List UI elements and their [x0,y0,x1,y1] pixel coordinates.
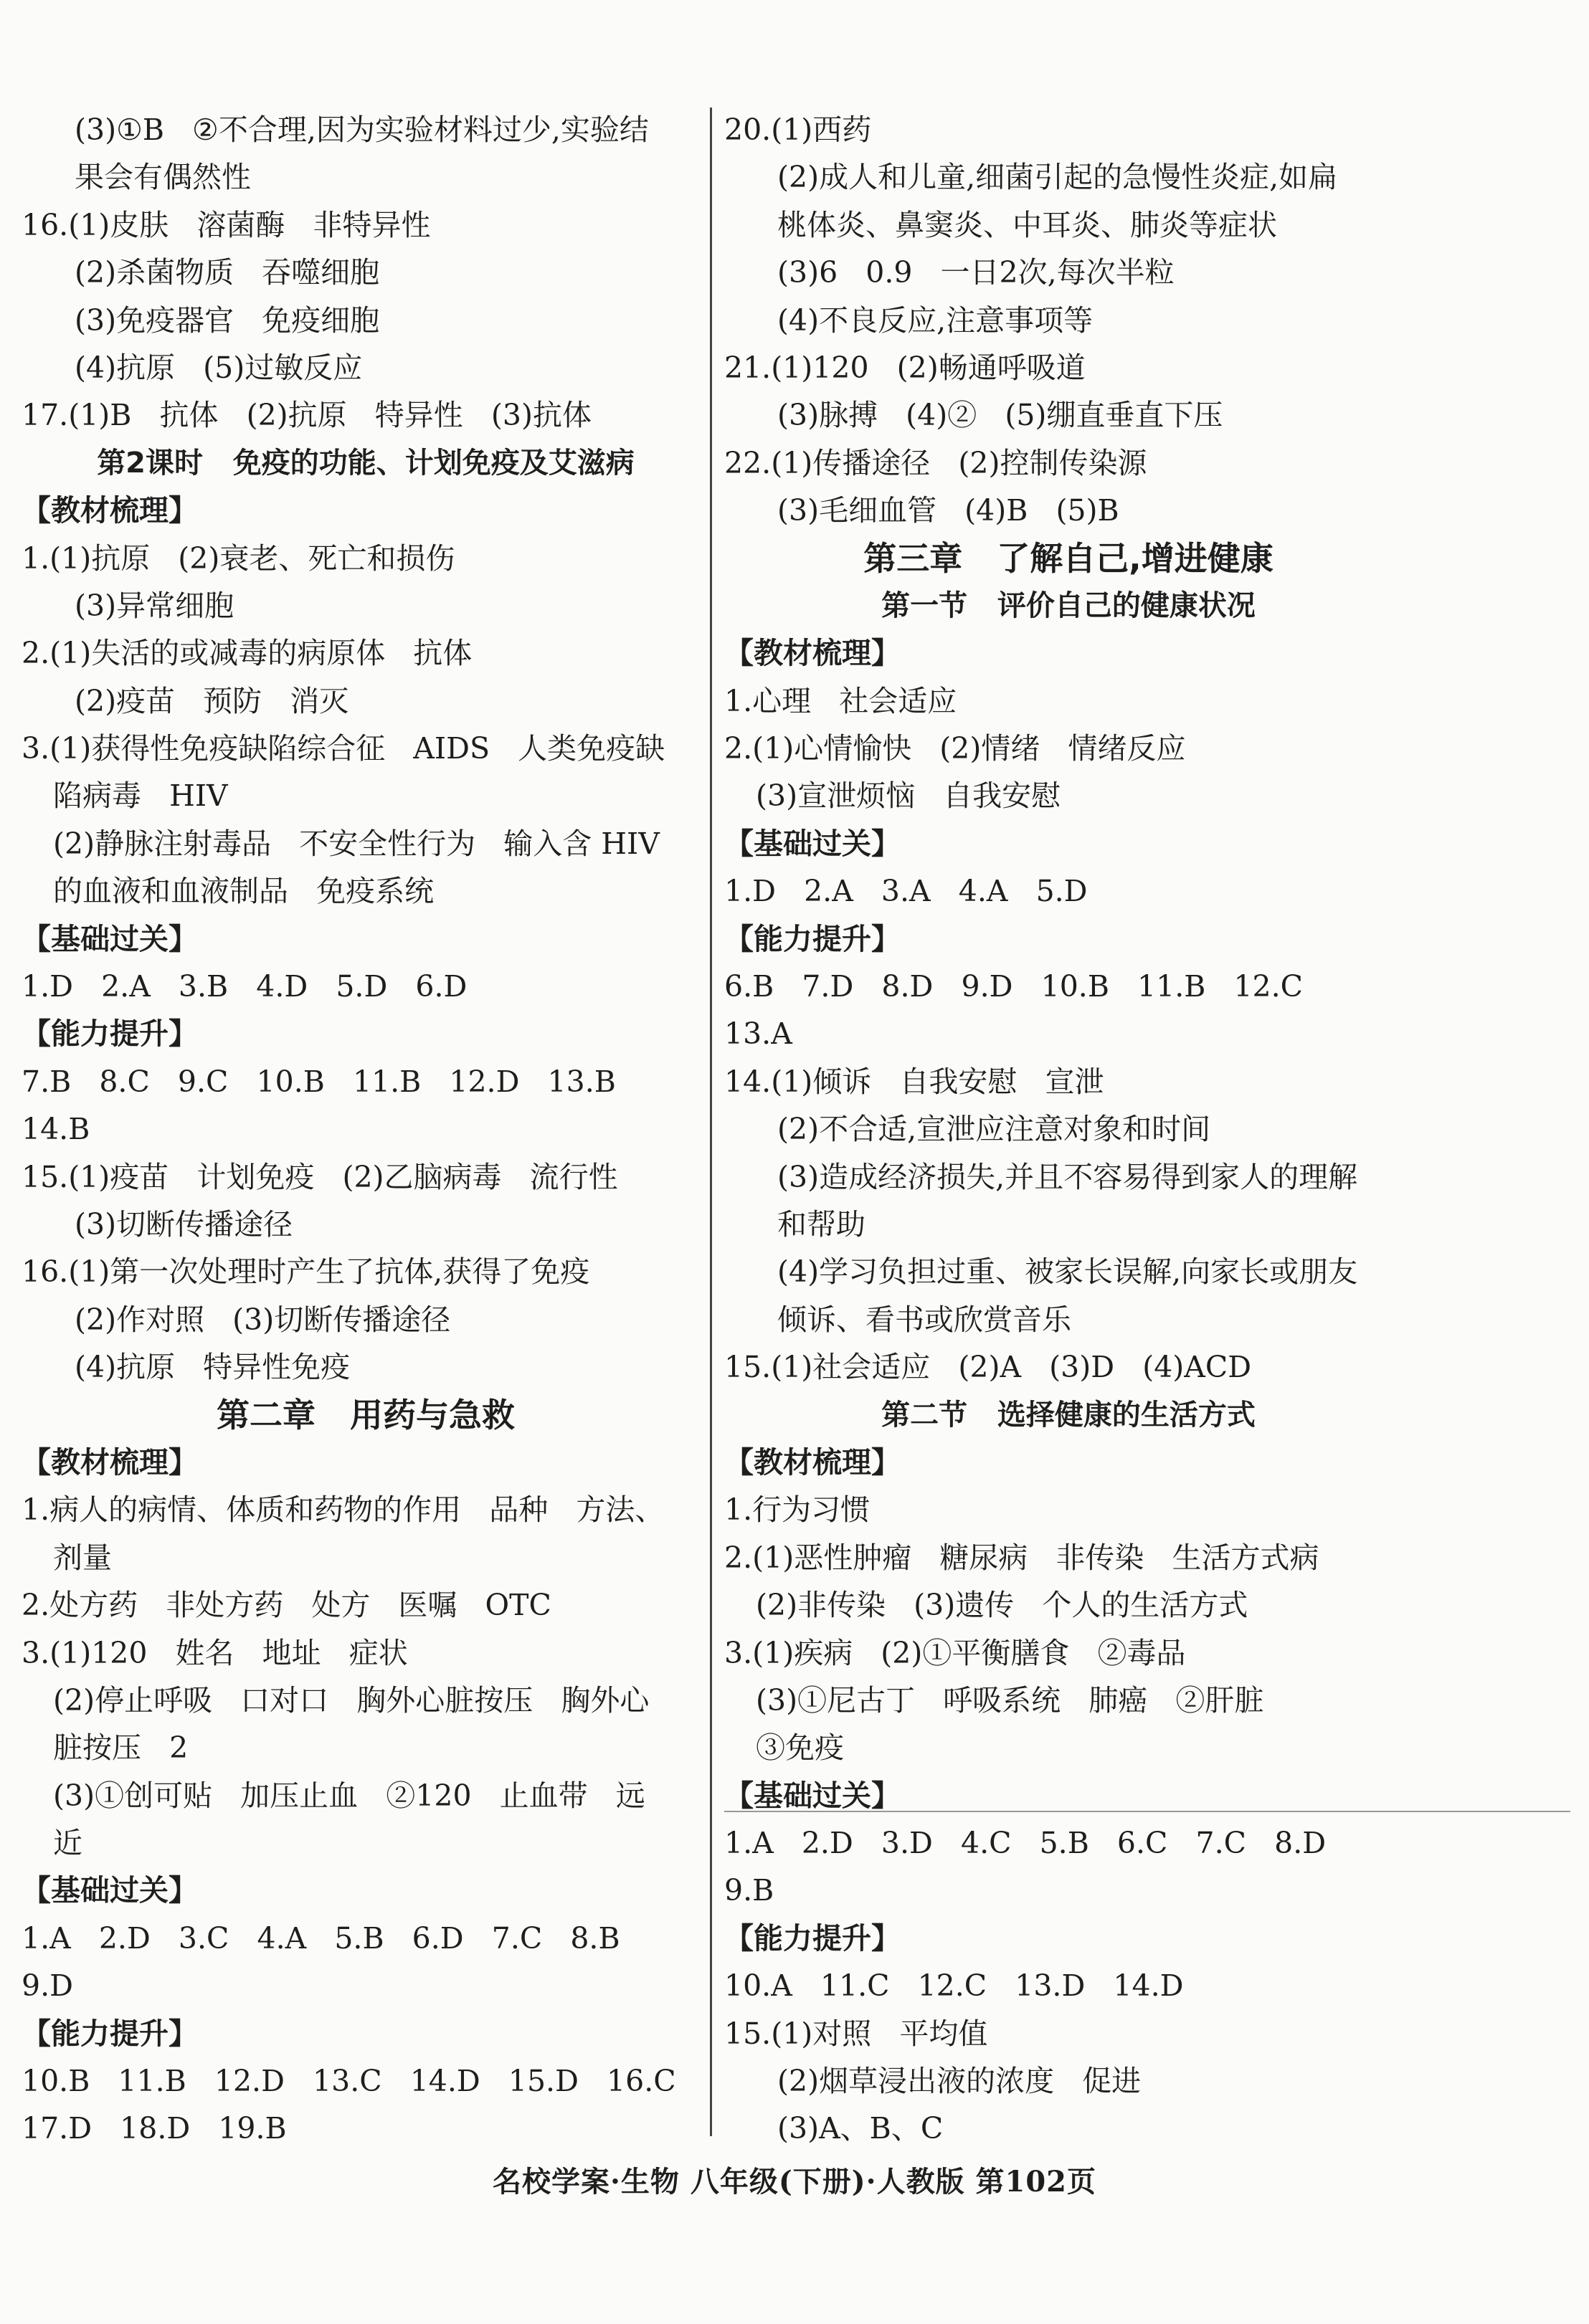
answer-line: 的血液和血液制品 免疫系统 [53,874,435,909]
answer-line: 14.B [22,1112,90,1147]
answer-line: (4)抗原 (5)过敏反应 [75,350,363,385]
answer-line: 和帮助 [777,1206,865,1242]
answer-line: (3)6 0.9 一日2次,每次半粒 [777,255,1175,290]
answer-line: (3)切断传播途径 [75,1206,293,1242]
section-label: 【教材梳理】 [22,1444,198,1480]
page-footer: 名校学案·生物 八年级(下册)·人教版 第102页 [492,2165,1097,2199]
answer-line: 1.D 2.A 3.B 4.D 5.D 6.D [22,969,468,1004]
answer-line: 16.(1)皮肤 溶菌酶 非特异性 [22,207,431,242]
answer-line: 16.(1)第一次处理时产生了抗体,获得了免疫 [22,1254,590,1290]
section-label: 【能力提升】 [22,1016,198,1052]
answer-line: (3)脉搏 (4)② (5)绷直垂直下压 [777,398,1223,433]
answer-line: 2.(1)心情愉快 (2)情绪 情绪反应 [724,731,1186,766]
section-label: 【能力提升】 [724,1920,901,1956]
answer-line: (3)免疫器官 免疫细胞 [75,303,380,338]
section-label: 【基础过关】 [724,1778,901,1813]
answer-line: 22.(1)传播途径 (2)控制传染源 [724,445,1147,480]
answer-line: (2)不合适,宣泄应注意对象和时间 [777,1112,1211,1147]
answer-line: 1.A 2.D 3.D 4.C 5.B 6.C 7.C 8.D [724,1826,1327,1861]
answer-line: 20.(1)西药 [724,113,872,147]
section-label: 【教材梳理】 [724,1444,901,1480]
answer-line: (2)成人和儿童,细菌引起的急慢性炎症,如扁 [777,160,1338,195]
answer-line: 2.(1)失活的或减毒的病原体 抗体 [22,636,473,671]
answer-line: 1.D 2.A 3.A 4.A 5.D [724,874,1088,909]
answer-line: (4)不良反应,注意事项等 [777,303,1094,338]
answer-line: 1.行为习惯 [724,1492,871,1528]
lesson-heading: 第一节 评价自己的健康状况 [881,589,1256,622]
answer-line: 17.D 18.D 19.B [22,2111,287,2146]
left-column [22,106,710,2153]
answer-line: 2.(1)恶性肿瘤 糖尿病 非传染 生活方式病 [724,1540,1319,1575]
answer-line: 1.(1)抗原 (2)衰老、死亡和损伤 [22,540,455,576]
answer-line: 14.(1)倾诉 自我安慰 宣泄 [724,1064,1104,1099]
answer-line: 15.(1)对照 平均值 [724,2016,988,2051]
answer-line: (3)①B ②不合理,因为实验材料过少,实验结 [75,113,649,147]
chapter-heading: 第二章 用药与急救 [216,1395,516,1434]
answer-line: (3)异常细胞 [75,588,234,623]
answer-line: 21.(1)120 (2)畅通呼吸道 [724,350,1086,385]
answer-line: (2)非传染 (3)遗传 个人的生活方式 [756,1588,1248,1623]
answer-line: (3)造成经济损失,并且不容易得到家人的理解 [777,1159,1358,1194]
section-label: 【能力提升】 [22,2016,198,2051]
answer-line: 15.(1)社会适应 (2)A (3)D (4)ACD [724,1350,1252,1385]
answer-line: (3)①尼古丁 呼吸系统 肺癌 ②肝脏 [756,1682,1264,1718]
section-label: 【基础过关】 [22,1873,198,1908]
answer-line: 17.(1)B 抗体 (2)抗原 特异性 (3)抗体 [22,398,592,433]
answer-line: 3.(1)疾病 (2)①平衡膳食 ②毒品 [724,1635,1186,1670]
answer-line: 10.A 11.C 12.C 13.D 14.D [724,1968,1184,2004]
answer-line: 2.处方药 非处方药 处方 医嘱 OTC [22,1588,551,1623]
answer-line: (3)A、B、C [777,2111,944,2146]
answer-line: 1.心理 社会适应 [724,683,957,718]
answer-line: 近 [53,1826,82,1861]
answer-line: (4)抗原 特异性免疫 [75,1350,351,1385]
answer-line: (3)①创可贴 加压止血 ②120 止血带 远 [53,1778,645,1813]
answer-line: 9.D [22,1968,73,2004]
answer-line: (2)停止呼吸 口对口 胸外心脏按压 胸外心 [53,1682,650,1718]
answer-line: 1.病人的病情、体质和药物的作用 品种 方法、 [22,1492,665,1528]
column-divider [710,108,712,2136]
answer-line: 脏按压 2 [53,1730,189,1766]
section-label: 【教材梳理】 [724,636,901,671]
section-label: 【能力提升】 [724,921,901,956]
answer-line: (3)毛细血管 (4)B (5)B [777,493,1119,528]
answer-line: (3)宣泄烦恼 自我安慰 [756,778,1061,814]
answer-line: (2)静脉注射毒品 不安全性行为 输入含 HIV [53,826,660,861]
section-label: 【基础过关】 [22,921,198,956]
answer-line: 13.A [724,1016,792,1052]
answer-line: 陷病毒 HIV [53,778,228,814]
lesson-heading: 第2课时 免疫的功能、计划免疫及艾滋病 [97,446,635,480]
answer-line: (2)杀菌物质 吞噬细胞 [75,255,380,290]
answer-line: 1.A 2.D 3.C 4.A 5.B 6.D 7.C 8.B [22,1920,620,1956]
answer-line: 6.B 7.D 8.D 9.D 10.B 11.B 12.C [724,969,1304,1004]
right-column [724,106,1413,2153]
answer-line: 9.B [724,1873,774,1908]
chapter-heading: 第三章 了解自己,增进健康 [863,538,1273,578]
answer-line: 剂量 [53,1540,112,1575]
answer-line: 10.B 11.B 12.D 13.C 14.D 15.D 16.C [22,2064,676,2099]
section-label: 【教材梳理】 [22,493,198,528]
section-label: 【基础过关】 [724,826,901,861]
answer-line: (4)学习负担过重、被家长误解,向家长或朋友 [777,1254,1358,1290]
answer-line: 7.B 8.C 9.C 10.B 11.B 12.D 13.B [22,1064,616,1099]
answer-line: 3.(1)获得性免疫缺陷综合征 AIDS 人类免疫缺 [22,731,665,766]
lesson-heading: 第二节 选择健康的生活方式 [881,1398,1256,1432]
answer-line: 15.(1)疫苗 计划免疫 (2)乙脑病毒 流行性 [22,1159,618,1194]
answer-line: 桃体炎、鼻窦炎、中耳炎、肺炎等症状 [777,207,1277,242]
answer-line: ③免疫 [756,1730,844,1766]
answer-line: (2)疫苗 预防 消灭 [75,683,349,718]
answer-line: (2)作对照 (3)切断传播途径 [75,1302,451,1337]
answer-line: 3.(1)120 姓名 地址 症状 [22,1635,408,1670]
answer-line: 倾诉、看书或欣赏音乐 [777,1302,1071,1337]
answer-line: (2)烟草浸出液的浓度 促进 [777,2064,1142,2099]
answer-line: 果会有偶然性 [75,160,251,195]
